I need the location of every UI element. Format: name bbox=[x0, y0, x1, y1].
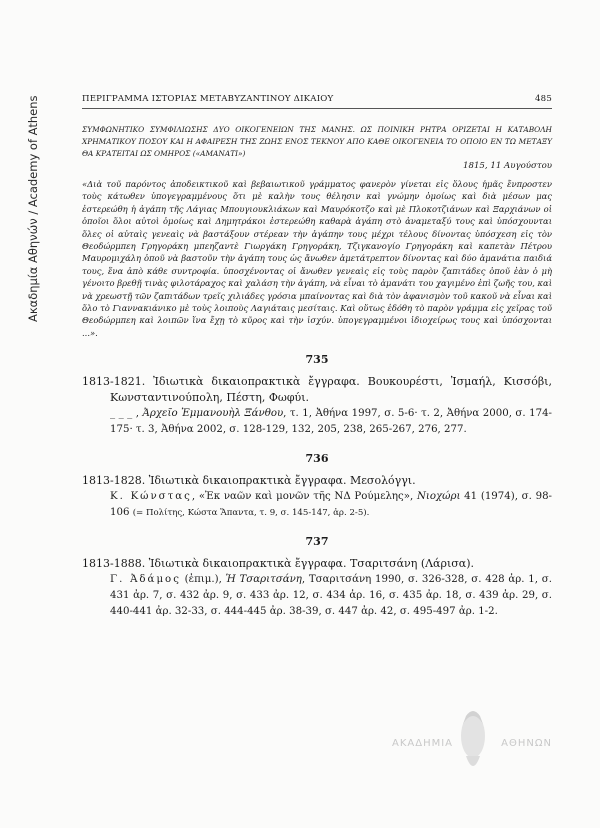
entry-735 bbox=[82, 353, 552, 438]
document-dateline: 1815, 11 Αυγούστου bbox=[463, 161, 552, 171]
ref-editor-note: (ἐπιμ.), bbox=[180, 574, 226, 586]
entry-reference bbox=[82, 406, 552, 438]
running-title: ΠΕΡΙΓΡΑΜΜΑ ΙΣΤΟΡΙΑΣ ΜΕΤΑΒΥΖΑΝΤΙΝΟΥ ΔΙΚΑΙΟΥ bbox=[82, 94, 334, 104]
entry-reference bbox=[82, 572, 552, 620]
document-quote: «Διὰ τοῦ παρόντος ἀποδεικτικοῦ καὶ βεβαιωτικοῦ γράμματος φανερὸν γίνεται εἰς ὅλους ἡμᾶς ἔνπροστεν τοὺς κάτωθεν ὑπογεγραμμένους ὅτι μὲ καλὴν τους θέλησιν καὶ γνώμην ὁμοίως καὶ διὰ μέσων μας ἐστερεώθη ἡ ἀγάπη τῆς Λάγιας Μπουγιουκλιάκων καὶ Μαυρόκοτζο καὶ μὲ Πλοκοτζιάνων καὶ Ξαρχιάνων οἱ ὁποῖοι ὅλοι αὐτοὶ ὁμοίως καὶ Δημητράκοι ἐστερεώθη καθαρὰ ἀγάπη στὸ ἀναμεταξύ τους καὶ ὑπόσχουνται ὅλες οἱ αὐταὶς γενεαὶς νὰ βαστάξουν στέρεαν τὴν ἀγάπην τους μέχρι τέλους δίνοντας ὑπόσχεση εἰς τὸν Θεοδώρμπεη Γρηγοράκη μπεηζαντὲ Γιωργάκη Γρηγοράκη, Τζιγκανογίο Γρηγοράκη καὶ καπετὰν Πέτρου Μαυρομιχάλη ὁποῦ νὰ βαστοῦν τὴν ἀγάπη τους ὡς ἄνωθεν ἀμετάτρεπτον δίνοντας καὶ δύο ἀμανάτια παιδιά τους, ἕνα ἀπὸ κάθε συντροφία. ὑποσχένοντας οἱ ἄνωθεν γενεαὶς εἰς τοὺς παρὸν ζαπιτάδες ὁποῦ ἐὰν ὁ μὴ γένοιτο βρεθῇ τινὰς φιλοτάραχος καὶ χαλάση τὴν ἀγάπη, νὰ εἶναι τὸ ἀμανάτι του χαγιμένο ἐπὶ ζωῆς του, καὶ νὰ χρεωστῇ τῶν ζαπιτάδων τρεῖς χιλιάδες γρόσια μπαίνοντας καὶ διὰ τὸν ἀφανισμὸν τοῦ κακοῦ νὰ εἶναι καὶ ὅλο τὸ Γιαννακιάνικο μὲ τοὺς λοιποὺς Λαγιάταις μεσίταις. Καὶ οὕτως ἐδόθη τὸ παρὸν γράμμα εἰς χεῖρας τοῦ Θεοδώρμπεη καὶ λοιπῶν ἵνα ἔχῃ τὸ κῦρος καὶ τὴν ἰσχύν. ὑπογεγραμμένοι ἰδιοχείρως τους καὶ ὑπόσχονται ...». bbox=[82, 179, 552, 338]
entry-737 bbox=[82, 535, 552, 620]
ref-author: Κ. Κώνστας bbox=[110, 491, 192, 503]
athena-head-icon bbox=[458, 706, 488, 782]
entry-heading: 1813-1821. Ἰδιωτικὰ δικαιοπρακτικὰ ἔγγραφα. Βουκουρέστι, Ἰσμαήλ, Κισσόβι, Κωνσταντινούπολη, Πέστη, Φωφύι. bbox=[82, 375, 552, 405]
ref-dashes: _ _ _ , bbox=[110, 408, 139, 420]
ref-note: (= Πολίτης, Κώστα Ἅπαντα, τ. 9, σ. 145-147, ἀρ. 2-5). bbox=[132, 508, 370, 519]
page-number: 485 bbox=[534, 94, 552, 104]
entry-number: 737 bbox=[305, 535, 329, 549]
entry-number: 735 bbox=[305, 353, 329, 367]
side-watermark bbox=[22, 32, 44, 332]
watermark-text-right: ΑΘΗΝΩΝ bbox=[501, 738, 552, 749]
academy-watermark bbox=[392, 706, 552, 782]
running-header bbox=[82, 92, 552, 109]
entry-736 bbox=[82, 452, 552, 521]
ref-book: Ἡ Τσαριτσάνη bbox=[225, 574, 302, 586]
document-caption: ΣΥΜΦΩΝΗΤΙΚΟ ΣΥΜΦΙΛΙΩΣΗΣ ΔΥΟ ΟΙΚΟΓΕΝΕΙΩΝ ΤΗΣ ΜΑΝΗΣ. ΩΣ ΠΟΙΝΙΚΗ ΡΗΤΡΑ ΟΡΙΖΕΤΑΙ Η ΚΑΤΑΒΟΛΗ ΧΡΗΜΑΤΙΚΟΥ ΠΟΣΟΥ ΚΑΙ Η ΑΦΑΙΡΕΣΗ ΤΗΣ ΖΩΗΣ ΕΝΟΣ ΤΕΚΝΟΥ ΑΠΟ ΚΑΘΕ ΟΙΚΟΓΕΝΕΙΑ ΤΟ ΟΠΟΙΟ ΕΝ ΤΩ ΜΕΤΑΞΥ ΘΑ ΚΡΑΤΕΙΤΑΙ ΩΣ ΟΜΗΡΟΣ («ΑΜΑΝΑΤΙ») bbox=[82, 125, 552, 158]
ref-details: , τ. 1, Ἀθήνα 1997, σ. 5-6· τ. 2, Ἀθήνα 2000, σ. 174-175· τ. 3, Ἀθήνα 2002, σ. 128-129, 132, 205, 238, 265-267, 276, 277. bbox=[110, 408, 552, 436]
side-watermark-text: Ακαδημία Αθηνών / Academy of Athens bbox=[26, 95, 40, 322]
ref-author: Γ. Ἀδάμος bbox=[110, 574, 181, 586]
entry-heading: 1813-1828. Ἰδιωτικὰ δικαιοπρακτικὰ ἔγγραφα. Μεσολόγγι. bbox=[82, 474, 416, 488]
ref-journal: Νιοχώρι bbox=[416, 491, 461, 503]
ref-title: , «Ἐκ ναῶν καὶ μονῶν τῆς ΝΔ Ρούμελης», bbox=[191, 491, 417, 503]
entry-heading: 1813-1888. Ἰδιωτικὰ δικαιοπρακτικὰ ἔγγραφα. Τσαριτσάνη (Λάρισα). bbox=[82, 557, 474, 571]
ref-details: , Τσαριτσάνη 1990, σ. 326-328, σ. 428 ἀρ. 1, σ. 431 ἀρ. 7, σ. 432 ἀρ. 9, σ. 433 ἀρ. 12, σ. 434 ἀρ. 16, σ. 435 ἀρ. 18, σ. 439 ἀρ. 29, σ. 440-441 ἀρ. 32-33, σ. 444-445 ἀρ. 38-39, σ. 447 ἀρ. 42, σ. 495-497 ἀρ. 1-2. bbox=[110, 574, 552, 618]
ref-details: 41 (1974), σ. 98-106 bbox=[110, 491, 552, 519]
ref-title: Ἀρχεῖο Ἐμμανουὴλ Ξάνθου bbox=[142, 408, 284, 420]
page-content bbox=[82, 124, 552, 620]
entry-number: 736 bbox=[305, 452, 329, 466]
watermark-text-left: ΑΚΑΔΗΜΙΑ bbox=[392, 738, 454, 749]
entry-reference bbox=[82, 489, 552, 521]
